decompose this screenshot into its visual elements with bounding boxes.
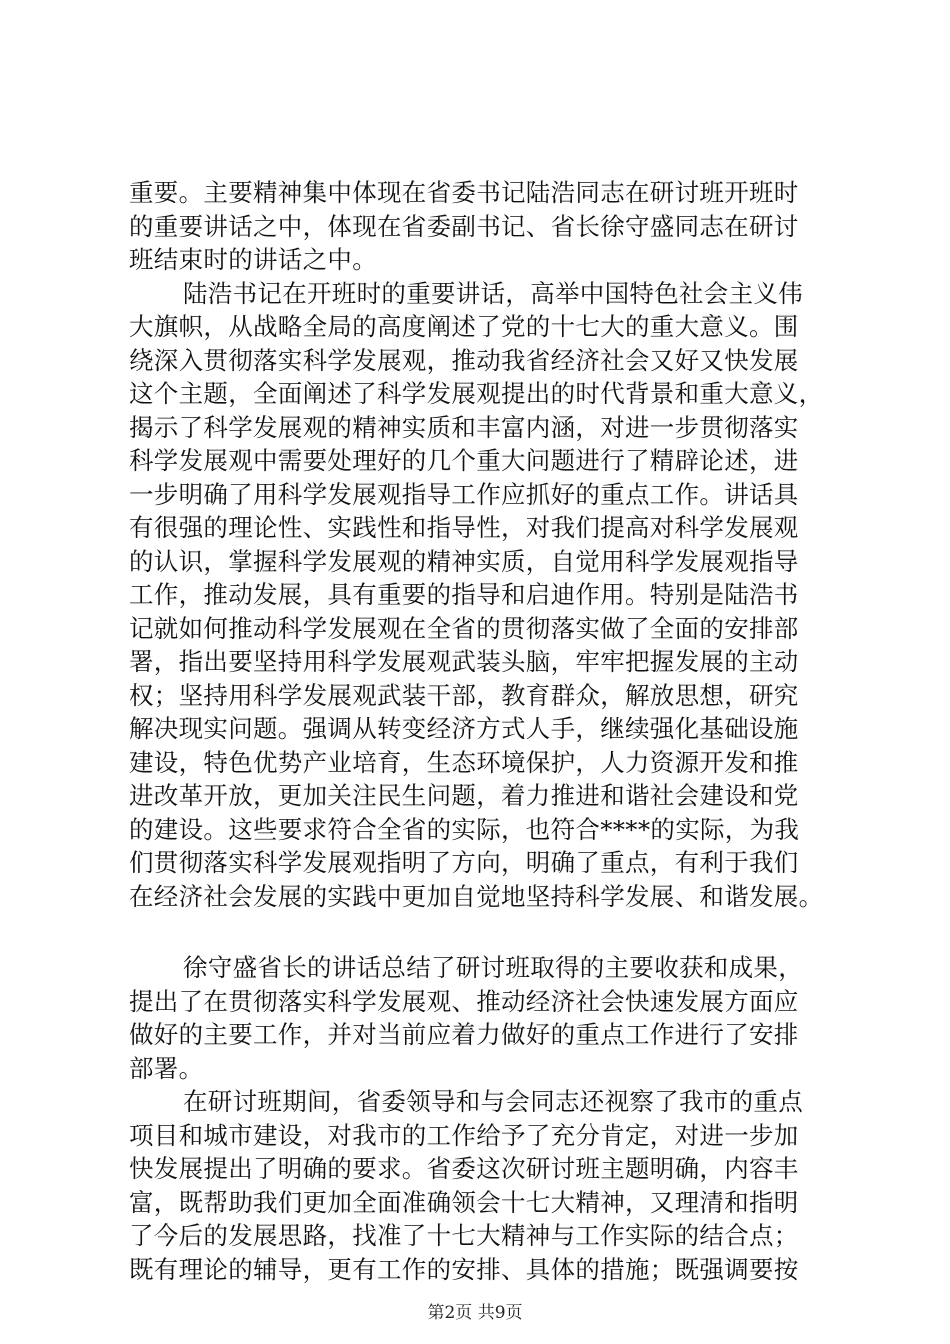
text-line: 了今后的发展思路，找准了十七大精神与工作实际的结合点； [129,1221,799,1250]
text-line: 重要。主要精神集中体现在省委书记陆浩同志在研讨班开班时 [129,178,799,207]
text-line: 科学发展观中需要处理好的几个重大问题进行了精辟论述，进 [129,446,799,475]
text-line: 的认识，掌握科学发展观的精神实质，自觉用科学发展观指导 [129,546,799,576]
text-line: 绕深入贯彻落实科学发展观，推动我省经济社会又好又快发展 [129,345,799,375]
text-line: 的建设。这些要求符合全省的实际，也符合****的实际，为我 [129,814,800,844]
paragraph-1 [129,176,833,277]
text-line: 在研讨班期间，省委领导和与会同志还视察了我市的重点 [183,1087,803,1116]
text-line: 富，既帮助我们更加全面准确领会十七大精神，又理清和指明 [129,1187,799,1217]
text-line: 署，指出要坚持用科学发展观武装头脑，牢牢把握发展的主动 [129,647,799,676]
text-line: 建设，特色优势产业培育，生态环境保护，人力资源开发和推 [129,747,799,777]
text-line: 一步明确了用科学发展观指导工作应抓好的重点工作。讲话具 [129,479,799,509]
document-body [129,176,833,1286]
paragraph-gap [129,913,833,951]
text-line: 有很强的理论性、实践性和指导性，对我们提高对科学发展观 [129,513,799,542]
paragraph-4 [129,1085,833,1286]
text-line: 班结束时的讲话之中。 [129,245,377,274]
text-line: 做好的主要工作，并对当前应着力做好的重点工作进行了安排 [129,1020,799,1049]
text-line: 提出了在贯彻落实科学发展观、推动经济社会快速发展方面应 [129,986,799,1016]
text-line: 在经济社会发展的实践中更加自觉地坚持科学发展、和谐发展。 [129,881,824,911]
text-line: 权；坚持用科学发展观武装干部，教育群众，解放思想，研究 [129,680,799,710]
text-line: 这个主题，全面阐述了科学发展观提出的时代背景和重大意义， [129,379,824,408]
page-number-footer: 第2页 共9页 [427,1303,523,1323]
text-line: 快发展提出了明确的要求。省委这次研讨班主题明确，内容丰 [129,1154,799,1183]
paragraph-2 [129,277,833,914]
text-line: 大旗帜，从战略全局的高度阐述了党的十七大的重大意义。围 [129,312,799,341]
paragraph-3 [129,951,833,1085]
text-line: 揭示了科学发展观的精神实质和丰富内涵，对进一步贯彻落实 [129,412,799,442]
text-line: 解决现实问题。强调从转变经济方式人手，继续强化基础设施 [129,714,799,743]
text-line: 工作，推动发展，具有重要的指导和启迪作用。特别是陆浩书 [129,580,799,609]
text-line: 的重要讲话之中，体现在省委副书记、省长徐守盛同志在研讨 [129,211,799,241]
text-line: 徐守盛省长的讲话总结了研讨班取得的主要收获和成果， [183,953,803,982]
text-line: 进改革开放，更加关注民生问题，着力推进和谐社会建设和党 [129,781,799,810]
text-line: 记就如何推动科学发展观在全省的贯彻落实做了全面的安排部 [129,613,799,643]
text-line: 们贯彻落实科学发展观指明了方向，明确了重点，有利于我们 [129,848,799,877]
text-line: 部署。 [129,1053,204,1083]
text-line: 项目和城市建设，对我市的工作给予了充分肯定，对进一步加 [129,1120,799,1150]
text-line: 既有理论的辅导，更有工作的安排、具体的措施；既强调要按 [129,1254,799,1284]
text-line: 陆浩书记在开班时的重要讲话，高举中国特色社会主义伟 [183,278,803,308]
